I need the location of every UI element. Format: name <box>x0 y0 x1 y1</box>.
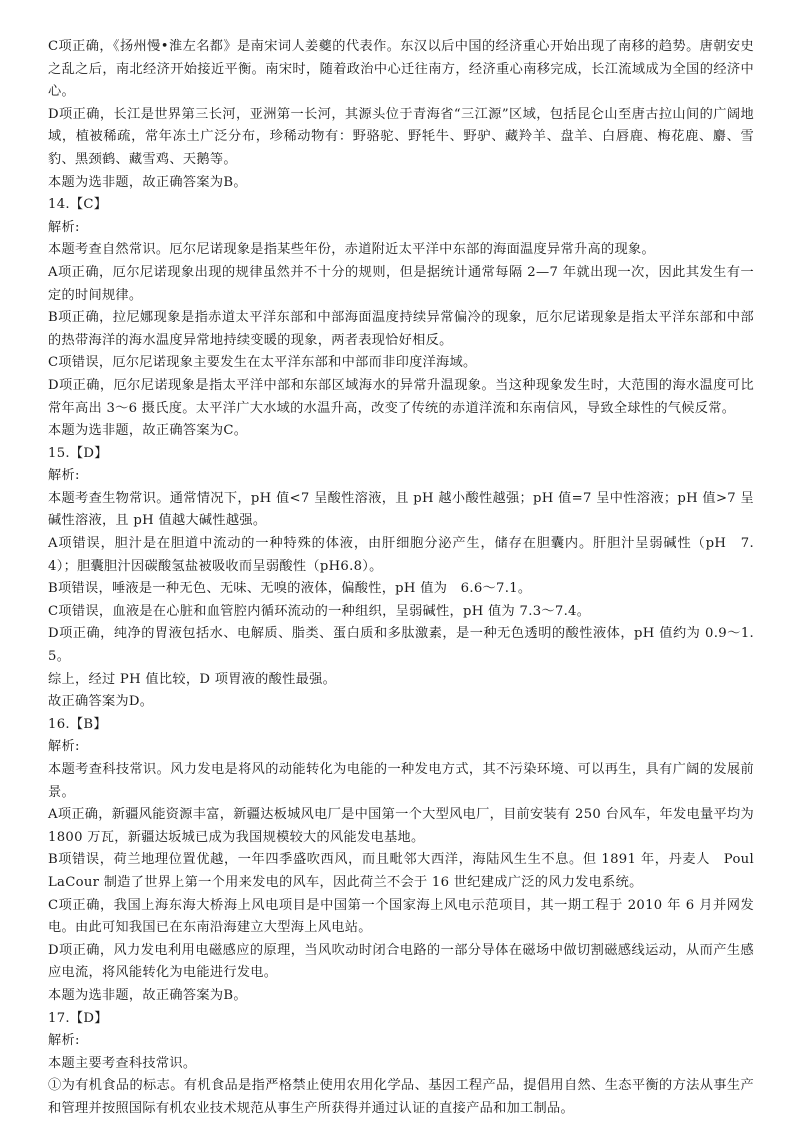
document-page <box>48 36 768 1121</box>
answer-line-15: 故正确答案为D。 <box>48 694 154 710</box>
paragraph-14-intro: 本题考查自然常识。厄尔尼诺现象是指某些年份，赤道附近太平洋中东部的海面温度异常升高的现象。 <box>48 242 655 258</box>
paragraph-c-option-yangzhouman: C项正确，《扬州慢•淮左名都》是南宋词人姜夔的代表作。东汉以后中国的经济重心开始出现了南移的趋势。唐朝安史之乱之后，南北经济开始接近平衡。南宋时，随着政治中心迁往南方，经济重心南移完成，长江流域成为全国的经济中心。 <box>48 39 754 100</box>
answer-line-13: 本题为选非题，故正确答案为B。 <box>48 174 247 190</box>
question-number-14: 14.【C】 <box>48 197 108 213</box>
paragraph-16-b: B项错误，荷兰地理位置优越，一年四季盛吹西风，而且毗邻大西洋，海陆风生生不息。但 1891 年，丹麦人 Poul LaCour 制造了世界上第一个用来发电的风车，因此荷兰不会于 16 世纪建成广泛的风力发电系统。 <box>48 852 768 890</box>
paragraph-15-intro: 本题考查生物常识。通常情况下，pH 值<7 呈酸性溶液，且 pH 越小酸性越强；pH 值=7 呈中性溶液；pH 值>7 呈碱性溶液，且 pH 值越大碱性越强。 <box>48 490 754 529</box>
analysis-label: 解析: <box>48 1033 80 1049</box>
paragraph-16-c: C项正确，我国上海东海大桥海上风电项目是中国第一个国家海上风电示范项目，其一期工程于 2010 年 6 月并网发电。由此可知我国已在东南沿海建立大型海上风电站。 <box>48 897 754 936</box>
paragraph-d-option-changjiang: D项正确，长江是世界第三长河，亚洲第一长河，其源头位于青海省“三江源”区域，包括昆仑山至唐古拉山间的广阔地域，植被稀疏，常年冻土广泛分布，珍稀动物有：野骆驼、野牦牛、野驴、藏羚羊、盘羊、白唇鹿、梅花鹿、麝、雪豹、黑颈鹤、藏雪鸡、天鹅等。 <box>48 106 754 167</box>
paragraph-16-a: A项正确，新疆风能资源丰富，新疆达板城风电厂是中国第一个大型风电厂，目前安装有 250 台风车，年发电量平均为 1800 万瓦，新疆达坂城已成为我国规模较大的风能发电基地。 <box>48 807 754 845</box>
question-number-17: 17.【D】 <box>48 1010 108 1026</box>
paragraph-15-d: D项正确，纯净的胃液包括水、电解质、脂类、蛋白质和多肽激素，是一种无色透明的酸性液体，pH 值约为 0.9～1.5。 <box>48 626 754 665</box>
answer-line-14: 本题为选非题，故正确答案为C。 <box>48 423 248 439</box>
paragraph-14-b: B项正确，拉尼娜现象是指赤道太平洋东部和中部海面温度持续异常偏冷的现象，厄尔尼诺现象是指太平洋东部和中部的热带海洋的海水温度异常地持续变暖的现象，两者表现恰好相反。 <box>48 310 754 348</box>
paragraph-14-d: D项正确，厄尔尼诺现象是指太平洋中部和东部区域海水的异常升温现象。当这种现象发生时，大范围的海水温度可比常年高出 3～6 摄氏度。太平洋广大水域的水温升高，改变了传统的赤道洋流和东南信风，导致全球性的气候反常。 <box>48 377 754 416</box>
paragraph-17-intro: 本题主要考查科技常识。 <box>48 1055 197 1071</box>
paragraph-14-a: A项正确，厄尔尼诺现象出现的规律虽然并不十分的规则，但是据统计通常每隔 2—7 年就出现一次，因此其发生有一定的时间规律。 <box>48 264 754 303</box>
question-number-16: 16.【B】 <box>48 716 107 732</box>
analysis-label: 解析: <box>48 468 80 484</box>
paragraph-16-intro: 本题考查科技常识。风力发电是将风的动能转化为电能的一种发电方式，其不污染环境、可以再生，具有广阔的发展前景。 <box>48 762 754 800</box>
answer-line-16: 本题为选非题，故正确答案为B。 <box>48 987 247 1003</box>
question-number-15: 15.【D】 <box>48 445 108 461</box>
paragraph-15-c: C项错误，血液是在心脏和血管腔内循环流动的一种组织，呈弱碱性，pH 值为 7.3～7.4。 <box>48 603 591 619</box>
paragraph-17-item-1: ①为有机食品的标志。有机食品是指严格禁止使用农用化学品、基因工程产品，提倡用自然、生态平衡的方法从事生产和管理并按照国际有机农业技术规范从事生产所获得并通过认证的直接产品和加工制品。 <box>48 1078 754 1116</box>
paragraph-16-d: D项正确，风力发电利用电磁感应的原理，当风吹动时闭合电路的一部分导体在磁场中做切割磁感线运动，从而产生感应电流，将风能转化为电能进行发电。 <box>48 942 754 981</box>
paragraph-15-a: A项错误，胆汁是在胆道中流动的一种特殊的体液，由肝细胞分泌产生，储存在胆囊内。肝胆汁呈弱碱性（pH 7.4）；胆囊胆汁因碳酸氢盐被吸收而呈弱酸性（pH6.8）。 <box>48 536 754 574</box>
analysis-label: 解析: <box>48 219 80 235</box>
analysis-label: 解析: <box>48 739 80 755</box>
paragraph-14-c: C项错误，厄尔尼诺现象主要发生在太平洋东部和中部而非印度洋海域。 <box>48 355 477 371</box>
paragraph-15-b: B项错误，唾液是一种无色、无味、无嗅的液体，偏酸性，pH 值为 6.6～7.1。 <box>48 581 532 597</box>
paragraph-15-summary: 综上，经过 PH 值比较，D 项胃液的酸性最强。 <box>48 671 337 687</box>
